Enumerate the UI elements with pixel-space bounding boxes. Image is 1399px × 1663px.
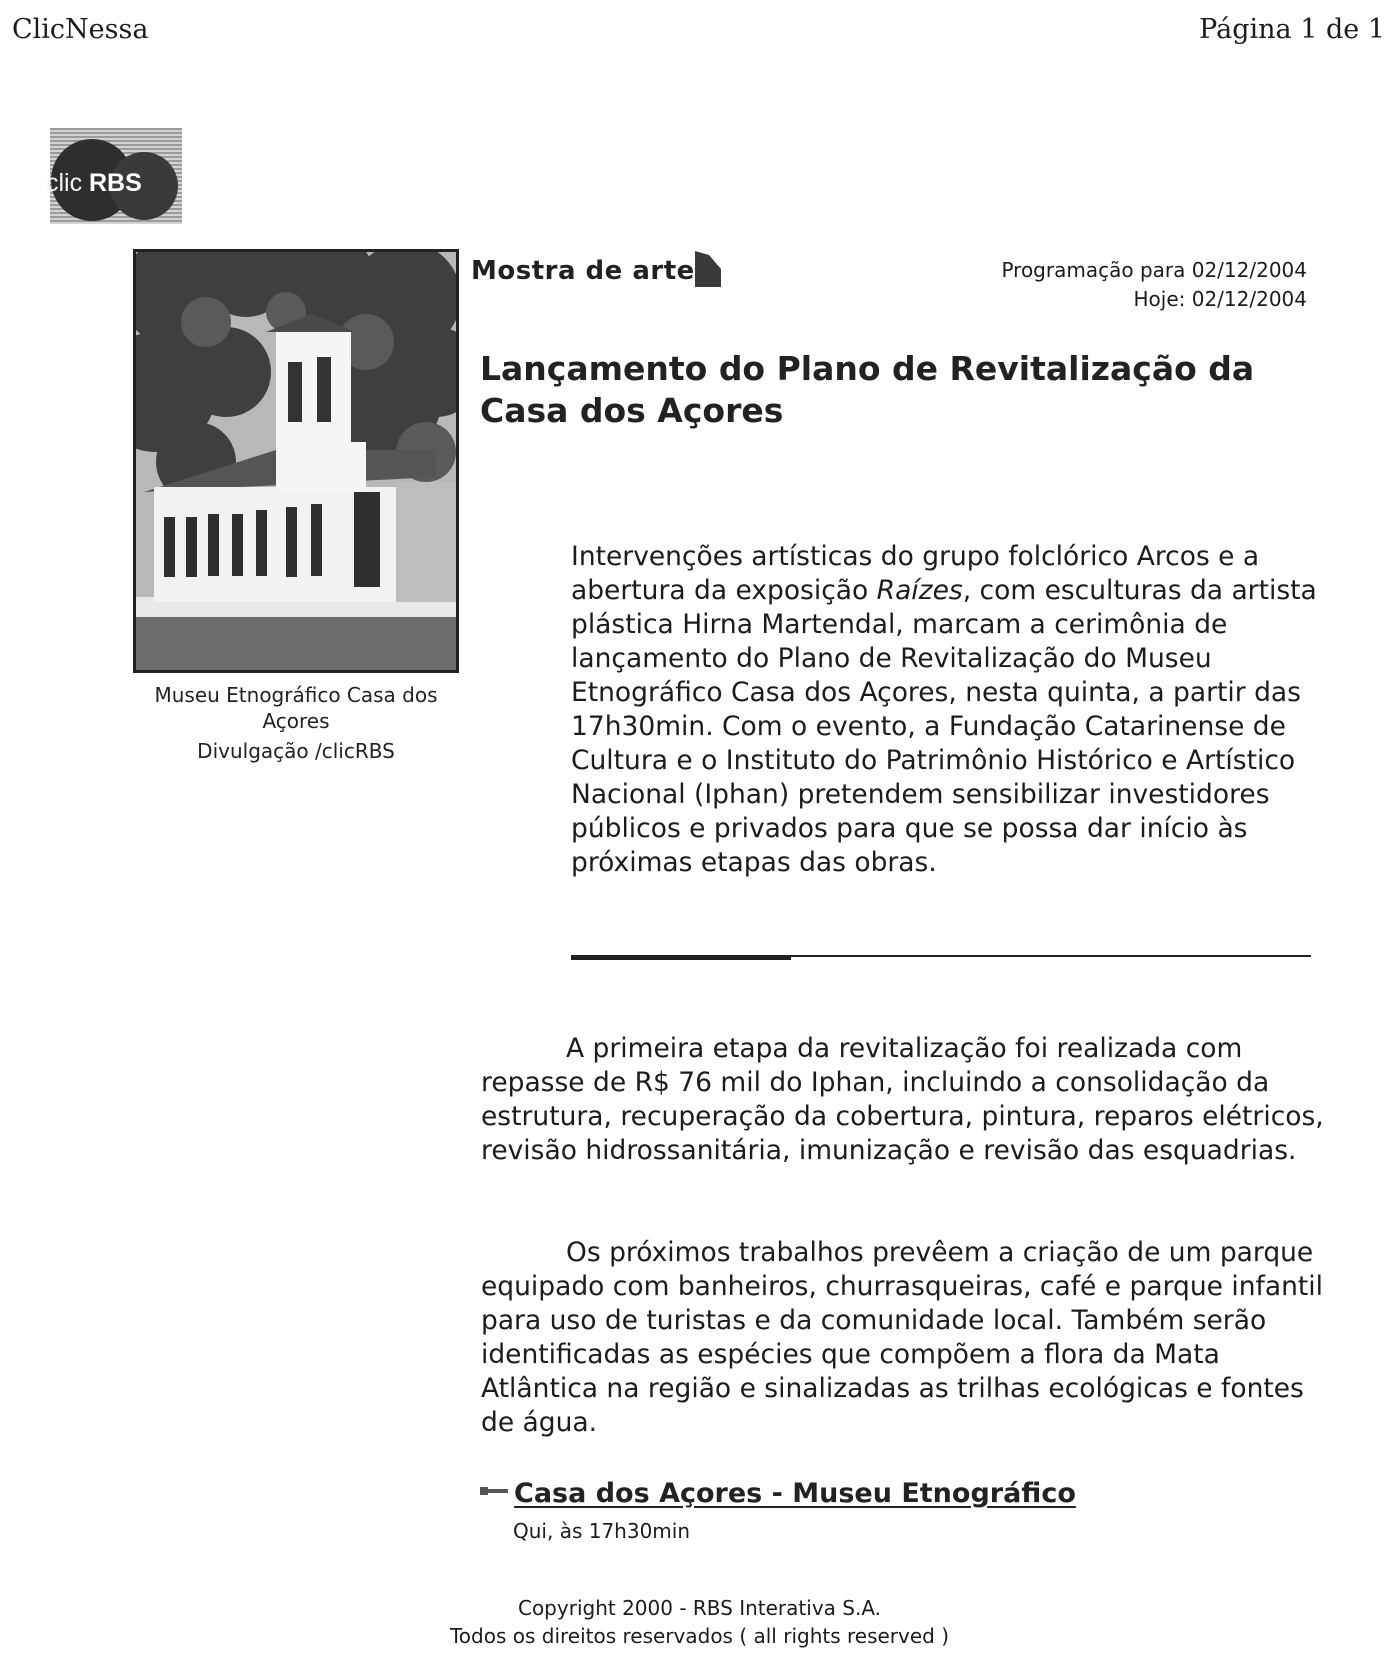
event-link[interactable] <box>480 1478 1076 1509</box>
museum-photo <box>133 249 459 673</box>
para1-text-before: Intervenções artísticas do grupo folclórico Arcos e a abertura da exposição <box>571 541 1260 606</box>
footer <box>0 1594 1399 1650</box>
section-title <box>471 251 721 287</box>
article-headline: Lançamento do Plano de Revitalização da Casa dos Açores <box>480 349 1255 430</box>
article-paragraph-2: A primeira etapa da revitalização foi realizada com repasse de R$ 76 mil do Iphan, incluindo a consolidação da estrutura, recuperação da cobertura, pintura, reparos elétricos, revisão hidrossanitária, imunização e revisão das esquadrias. <box>481 1033 1324 1166</box>
photo-caption-text: Museu Etnográfico Casa dos Açores <box>154 683 438 733</box>
event-link-text[interactable]: Casa dos Açores - Museu Etnográfico <box>514 1478 1076 1509</box>
museum-building-image <box>136 252 456 670</box>
section-title-text: Mostra de arte <box>471 256 695 286</box>
logo-text-clic: clic <box>46 169 83 197</box>
clicrbs-logo <box>40 128 182 224</box>
para1-text-after: , com esculturas da artista plástica Hirna Martendal, marcam a cerimônia de lançamento do Plano de Revitalização do Museu Etnográfico Casa dos Açores, nesta quinta, a partir das 17h30min. Com o evento, a Fundação Catarinense de Cultura e o Instituto do Patrimônio Histórico e Artístico Nacional (Iphan) pretendem sensibilizar investidores públicos e privados para que se possa dar início às próximas etapas das obras. <box>571 575 1317 878</box>
bullet-arrow-icon <box>480 1486 508 1496</box>
programacao-date: Programação para 02/12/2004 <box>1001 258 1307 282</box>
section-arrow-icon <box>695 251 721 287</box>
footer-rights: Todos os direitos reservados ( all rights reserved ) <box>449 1624 950 1648</box>
logo-text-rbs: RBS <box>89 169 142 197</box>
dates-block <box>1001 256 1307 314</box>
hoje-date: Hoje: 02/12/2004 <box>1133 287 1307 311</box>
article-paragraph-1 <box>571 540 1321 880</box>
footer-copyright: Copyright 2000 - RBS Interativa S.A. <box>517 1596 882 1620</box>
page-indicator: Página 1 de 1 <box>1199 14 1385 45</box>
para1-italic-title: Raízes <box>876 575 963 606</box>
photo-credit: Divulgação /clicRBS <box>197 739 395 763</box>
event-time: Qui, às 17h30min <box>513 1519 691 1543</box>
browser-header-title: ClicNessa <box>12 14 149 45</box>
content-divider <box>571 953 1311 961</box>
photo-caption <box>133 682 459 764</box>
article-paragraph-3: Os próximos trabalhos prevêem a criação de um parque equipado com banheiros, churrasqueiras, café e parque infantil para uso de turistas e da comunidade local. Também serão identificadas as espécies que compõem a flora da Mata Atlântica na região e sinalizadas as trilhas ecológicas e fontes de água. <box>481 1237 1323 1438</box>
